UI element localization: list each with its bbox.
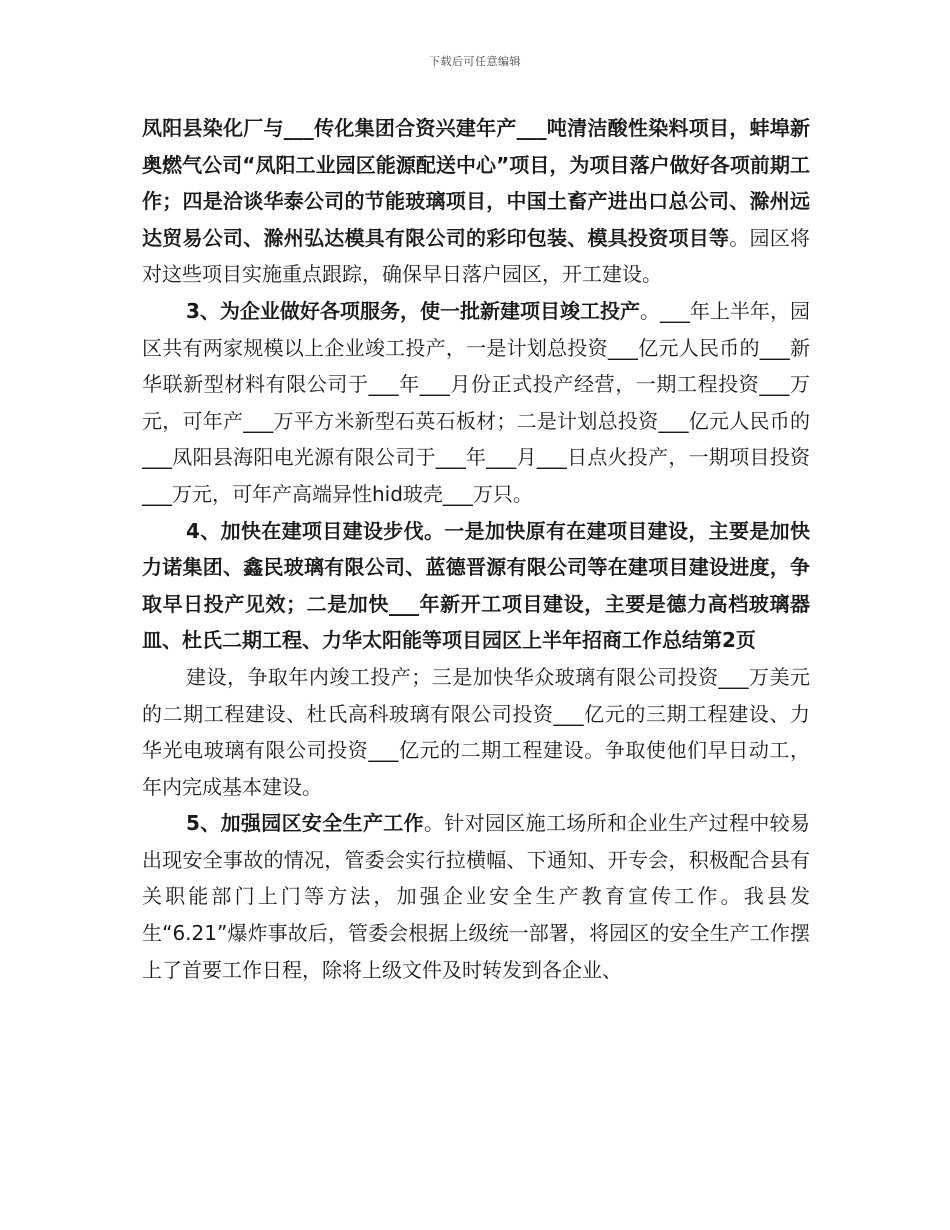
paragraph-2 [142, 293, 810, 513]
paragraph-4: 建设，争取年内竣工投产；三是加快华众玻璃有限公司投资___万美元的二期工程建设、杜氏高科玻璃有限公司投资___亿元的三期工程建设、力华光电玻璃有限公司投资___亿元的二期工程建设。争取使他们早日动工，年内完成基本建设。 [142, 664, 810, 799]
paragraph-5 [142, 805, 810, 988]
paragraph-5-heading: 5、加强园区安全生产工作 [186, 811, 424, 836]
page-header: 下载后可任意编辑 [429, 55, 521, 68]
paragraph-1-rest: 。园区将对这些项目实施重点跟踪，确保早日落户园区，开工建设。 [142, 225, 810, 287]
paragraph-3: 4、加快在建项目建设步伐。一是加快原有在建项目建设，主要是加快力诺集团、鑫民玻璃有限公司、蓝德晋源有限公司等在建项目建设进度，争取早日投产见效；二是加快___年新开工项目建设，主要是德力高档玻璃器皿、杜氏二期工程、力华太阳能等项目园区上半年招商工作总结第2页 [142, 518, 810, 653]
document-body [142, 110, 810, 988]
paragraph-5-body: 。针对园区施工场所和企业生产过程中较易出现安全事故的情况，管委会实行拉横幅、下通知、开专会，积极配合县有关职能部门上门等方法，加强企业安全生产教育宣传工作。我县发生“6.21”爆炸事故后，管委会根据上级统一部署，将园区的安全生产工作摆上了首要工作日程，除将上级文件及时转发到各企业、 [142, 811, 810, 982]
paragraph-2-heading: 3、为企业做好各项服务，使一批新建项目竣工投产 [186, 298, 640, 323]
paragraph-1 [142, 110, 810, 293]
paragraph-1-bold: 凤阳县染化厂与___传化集团合资兴建年产___吨清洁酸性染料项目，蚌埠新奥燃气公司“凤阳工业园区能源配送中心”项目，为项目落户做好各项前期工作；四是洽谈华泰公司的节能玻璃项目，中国土畜产进出口总公司、滁州远达贸易公司、滁州弘达模具有限公司的彩印包装、模具投资项目等 [142, 116, 810, 250]
paragraph-2-body: 。___年上半年，园区共有两家规模以上企业竣工投产，一是计划总投资___亿元人民币的___新华联新型材料有限公司于___年___月份正式投产经营，一期工程投资___万元，可年产___万平方米新型石英石板材；二是计划总投资___亿元人民币的___凤阳县海阳电光源有限公司于___年___月___日点火投产，一期项目投资___万元，可年产高端异性hid玻壳___万只。 [142, 298, 811, 506]
